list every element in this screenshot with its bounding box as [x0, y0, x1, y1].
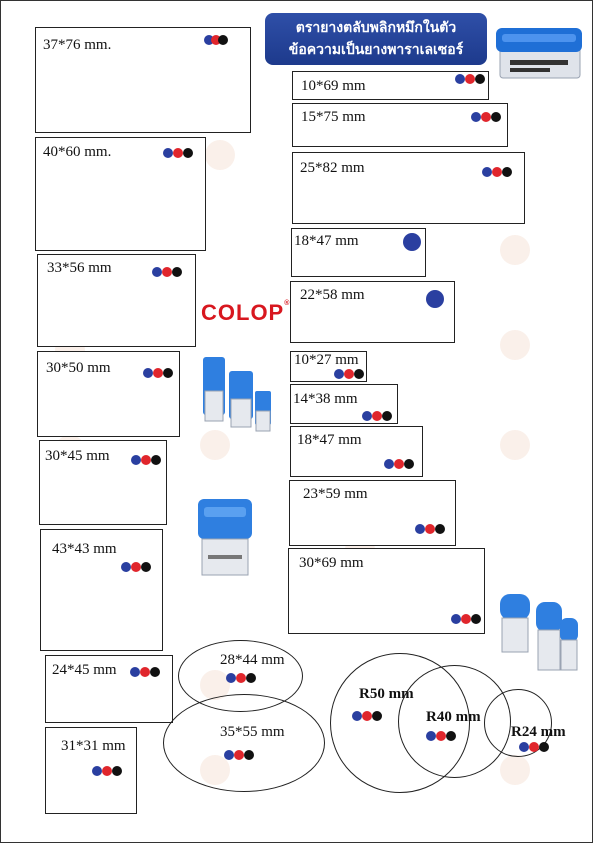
size-label: 10*27 mm: [294, 352, 359, 368]
size-label: 23*59 mm: [303, 486, 368, 502]
watermark-logo: [500, 330, 530, 360]
size-label: 40*60 mm.: [43, 144, 112, 160]
size-label: 31*31 mm: [61, 738, 126, 754]
size-label: 33*56 mm: [47, 260, 112, 276]
size-label: 24*45 mm: [52, 662, 117, 678]
watermark-logo: [205, 140, 235, 170]
size-label: R40 mm: [426, 709, 481, 725]
size-label: 43*43 mm: [52, 541, 117, 557]
title-line-2: ข้อความเป็นยางพาราเลเซอร์: [288, 42, 464, 58]
size-label: 35*55 mm: [220, 724, 285, 740]
watermark-logo: [500, 235, 530, 265]
title-line-1: ตรายางตลับพลิกหมึกในตัว: [295, 20, 457, 36]
size-label: 14*38 mm: [293, 391, 358, 407]
size-label: 18*47 mm: [297, 432, 362, 448]
oval-stamp-outline: [163, 694, 325, 792]
size-label: 28*44 mm: [220, 652, 285, 668]
size-label: 10*69 mm: [301, 78, 366, 94]
size-label: 25*82 mm: [300, 160, 365, 176]
single-ink-dot: [426, 290, 444, 308]
single-ink-dot: [403, 233, 421, 251]
size-label: 37*76 mm.: [43, 37, 112, 53]
size-label: R50 mm: [359, 686, 414, 702]
stamp-product-image: [194, 497, 256, 579]
size-label: 22*58 mm: [300, 287, 365, 303]
stamp-product-image: [496, 588, 586, 680]
size-label: R24 mm: [511, 724, 566, 740]
stamp-product-image: [494, 14, 586, 84]
size-label: 30*45 mm: [45, 448, 110, 464]
watermark-logo: [500, 430, 530, 460]
stamp-product-image: [197, 355, 277, 435]
watermark-logo: [500, 755, 530, 785]
size-label: 18*47 mm: [294, 233, 359, 249]
colop-logo: COLOP®: [201, 300, 291, 325]
size-label: 30*50 mm: [46, 360, 111, 376]
title-banner: [265, 13, 487, 65]
size-label: 15*75 mm: [301, 109, 366, 125]
size-label: 30*69 mm: [299, 555, 364, 571]
